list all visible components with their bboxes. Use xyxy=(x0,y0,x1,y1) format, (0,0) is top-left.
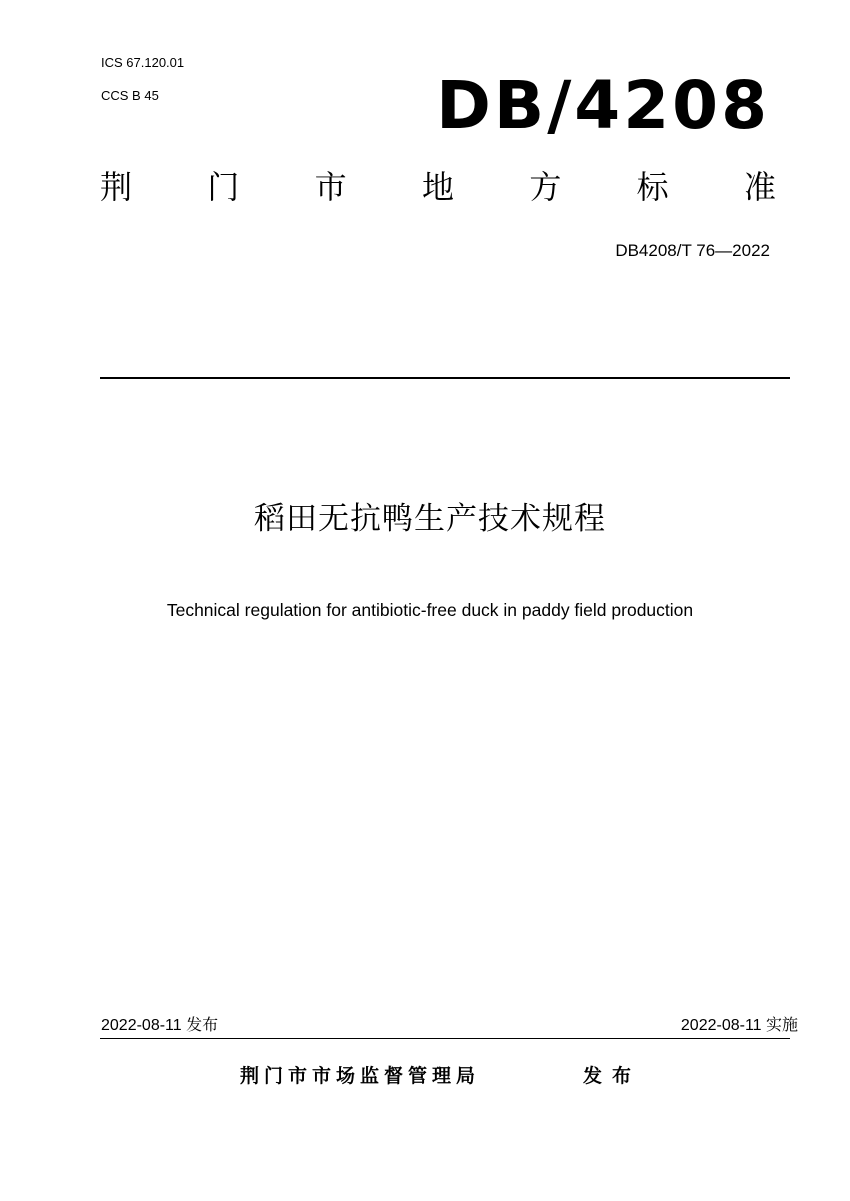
issue-label: 发布 xyxy=(583,1065,642,1087)
top-divider xyxy=(100,377,790,379)
standard-type-char: 荆 xyxy=(100,168,133,206)
document-title-zh: 稻田无抗鸭生产技术规程 xyxy=(254,501,606,537)
standard-type-heading xyxy=(100,164,776,210)
issuing-authority: 荆门市市场监督管理局 xyxy=(240,1065,481,1087)
standard-type-char: 地 xyxy=(421,168,454,206)
standard-type-char: 市 xyxy=(314,168,347,206)
ics-code: ICS 67.120.01 xyxy=(101,55,185,70)
standard-type-char: 门 xyxy=(207,168,240,206)
ccs-code: CCS B 45 xyxy=(101,88,159,103)
standard-type-char: 标 xyxy=(636,168,669,206)
implementation-date: 2022-08-11 实施 xyxy=(680,1017,798,1034)
document-title-en: Technical regulation for antibiotic-free duck in paddy field production xyxy=(166,600,694,620)
standard-type-char: 方 xyxy=(529,168,562,206)
standard-code-heading: DB/4208 xyxy=(436,67,770,144)
release-date: 2022-08-11 发布 xyxy=(101,1017,219,1034)
standard-type-char: 准 xyxy=(743,168,776,206)
bottom-divider xyxy=(100,1038,790,1039)
standard-number: DB4208/T 76—2022 xyxy=(615,241,770,260)
